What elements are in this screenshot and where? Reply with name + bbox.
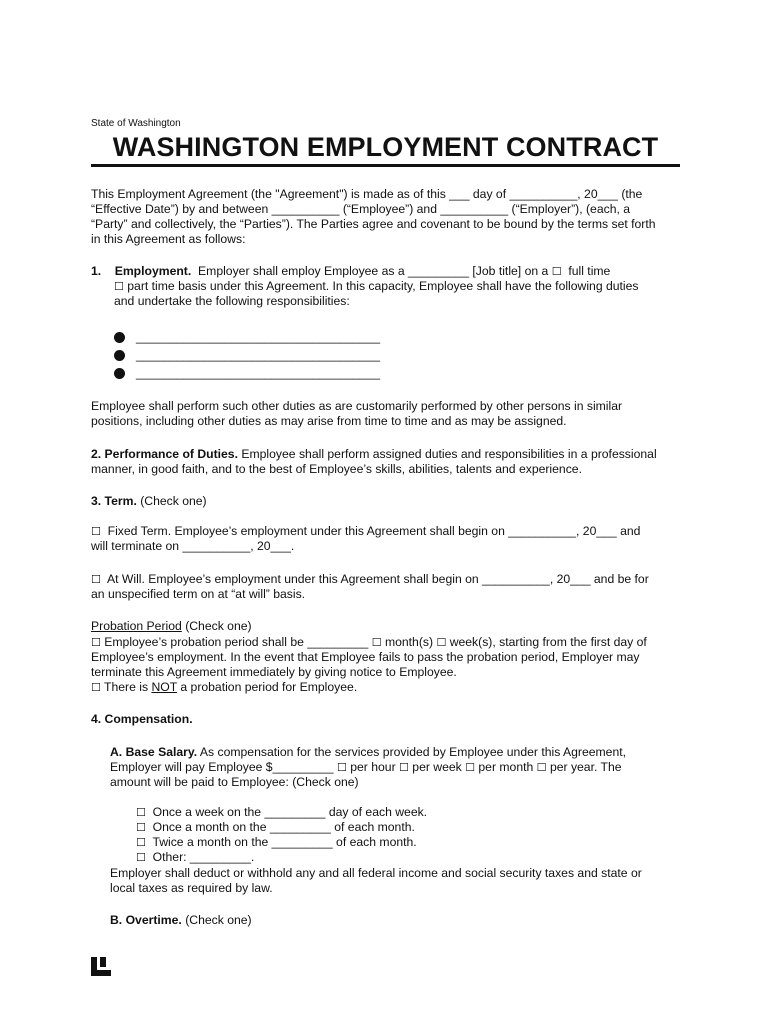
duty-blank[interactable]: ____________________________________	[136, 366, 381, 380]
pay-option-label: Other: _________.	[152, 850, 255, 864]
overtime-line	[110, 913, 252, 928]
checkbox-pay-monthly[interactable]: ☐	[136, 821, 146, 834]
section-2-text: Employee shall perform assigned duties and responsibilities in a professional	[241, 447, 657, 461]
probation-heading-line	[91, 619, 252, 634]
intro-line: This Employment Agreement (the "Agreement") is made as of this ___ day of __________, 20___ (the	[91, 187, 643, 201]
per-week-label: per week	[412, 760, 462, 774]
pay-option-label: Twice a month on the _________ of each month.	[152, 835, 417, 849]
overtime-note: (Check one)	[185, 913, 252, 927]
bullet-dot	[114, 368, 125, 379]
per-year-label: per year. The	[549, 760, 622, 774]
weeks-label: week(s), starting from the first day of	[449, 635, 647, 649]
checkbox-part-time[interactable]: ☐	[114, 280, 124, 293]
probation-line-3: terminate this Agreement immediately by giving notice to Employee.	[91, 665, 457, 679]
other-duties-line: Employee shall perform such other duties as are customarily performed by other persons in similar	[91, 399, 623, 413]
months-label: month(s)	[384, 635, 434, 649]
base-salary-line-3: amount will be paid to Employee: (Check one)	[110, 775, 359, 789]
pay-option	[136, 805, 427, 820]
checkbox-months[interactable]: ☐	[371, 636, 382, 649]
section-1-text: Employer shall employ Employee as a _________ [Job title] on a	[198, 264, 549, 278]
checkbox-per-week[interactable]: ☐	[399, 761, 409, 774]
full-time-label: full time	[568, 264, 611, 278]
section-3-heading-line	[91, 494, 207, 509]
per-month-label: per month	[478, 760, 534, 774]
intro-line: “Effective Date”) by and between __________ (“Employee”) and __________ (“Employer”), (each, a	[91, 202, 631, 216]
probation-note: (Check one)	[185, 619, 252, 633]
fixed-term-line-2: will terminate on __________, 20___.	[91, 539, 295, 553]
probation-heading: Probation Period	[91, 619, 182, 633]
other-duties-line: positions, including other duties as may arise from time to time and as may be assigned.	[91, 414, 567, 428]
no-probation-text: a probation period for Employee.	[180, 680, 358, 694]
checkbox-pay-twice-monthly[interactable]: ☐	[136, 836, 146, 849]
checkbox-pay-weekly[interactable]: ☐	[136, 806, 146, 819]
probation-text: Employee’s probation period shall be _________	[104, 635, 369, 649]
no-probation-text: There is	[104, 680, 149, 694]
at-will-line-1	[91, 572, 649, 587]
pay-option	[136, 850, 254, 865]
pay-option-label: Once a month on the _________ of each month.	[152, 820, 415, 834]
section-2-line-1	[91, 447, 657, 462]
section-1-line-2	[114, 279, 639, 294]
tax-line-1: Employer shall deduct or withhold any and all federal income and social security taxes and state or	[110, 866, 642, 880]
tax-line-2: local taxes as required by law.	[110, 881, 273, 895]
checkbox-per-year[interactable]: ☐	[536, 761, 547, 774]
base-salary-text: As compensation for the services provided by Employee under this Agreement,	[199, 745, 627, 759]
probation-line-1	[91, 635, 647, 650]
duty-blank[interactable]: ____________________________________	[136, 348, 381, 362]
section-1-text: part time basis under this Agreement. In this capacity, Employee shall have the following duties	[127, 279, 639, 293]
pay-option-label: Once a week on the _________ day of each week.	[152, 805, 428, 819]
base-salary-text: Employer will pay Employee $_________	[110, 760, 334, 774]
at-will-line-2: an unspecified term on at “at will” basis.	[91, 587, 306, 601]
section-2-heading: 2. Performance of Duties.	[91, 447, 238, 461]
per-hour-label: per hour	[350, 760, 396, 774]
section-1-line-1	[91, 264, 610, 279]
document-title: WASHINGTON EMPLOYMENT CONTRACT	[112, 132, 659, 162]
fixed-term-text: Fixed Term. Employee’s employment under this Agreement shall begin on __________, 20___ and	[107, 524, 641, 538]
checkbox-weeks[interactable]: ☐	[436, 636, 447, 649]
base-salary-line-1	[110, 745, 626, 760]
checkbox-per-month[interactable]: ☐	[465, 761, 476, 774]
base-salary-heading: A. Base Salary.	[110, 745, 198, 759]
section-3-heading: 3. Term.	[91, 494, 137, 508]
checkbox-full-time[interactable]: ☐	[551, 265, 562, 278]
duty-blank[interactable]: ____________________________________	[136, 330, 381, 344]
intro-line: “Party” and collectively, the “Parties”). The Parties agree and covenant to be bound by the terms set forth	[91, 217, 656, 231]
section-4-heading: 4. Compensation.	[91, 712, 193, 726]
section-3-note: (Check one)	[140, 494, 207, 508]
fixed-term-line-1	[91, 524, 640, 539]
probation-line-4	[91, 680, 357, 695]
section-1-number: 1.	[91, 264, 102, 278]
at-will-text: At Will. Employee’s employment under this Agreement shall begin on __________, 20___ and be for	[106, 572, 649, 586]
checkbox-fixed-term[interactable]: ☐	[91, 525, 101, 538]
pay-option	[136, 820, 415, 835]
base-salary-line-2	[110, 760, 622, 775]
pay-option	[136, 835, 417, 850]
checkbox-no-probation[interactable]: ☐	[91, 681, 101, 694]
section-1-line-3: and undertake the following responsibilities:	[114, 294, 350, 308]
state-label: State of Washington	[91, 118, 181, 129]
checkbox-at-will[interactable]: ☐	[91, 573, 101, 586]
overtime-heading: B. Overtime.	[110, 913, 182, 927]
section-1-heading: Employment.	[114, 264, 192, 278]
intro-line: in this Agreement as follows:	[91, 232, 246, 246]
not-emphasis: NOT	[151, 680, 177, 694]
bullet-dot	[114, 350, 125, 361]
probation-line-2: Employee’s employment. In the event that Employee fails to pass the probation period, Employer may	[91, 650, 640, 664]
brand-logo-icon	[91, 957, 111, 976]
checkbox-pay-other[interactable]: ☐	[136, 851, 146, 864]
checkbox-probation[interactable]: ☐	[91, 636, 101, 649]
section-2-line-2: manner, in good faith, and to the best of Employee’s skills, abilities, talents and experience.	[91, 462, 582, 476]
title-underline	[91, 164, 680, 167]
bullet-dot	[114, 332, 125, 343]
checkbox-per-hour[interactable]: ☐	[336, 761, 347, 774]
